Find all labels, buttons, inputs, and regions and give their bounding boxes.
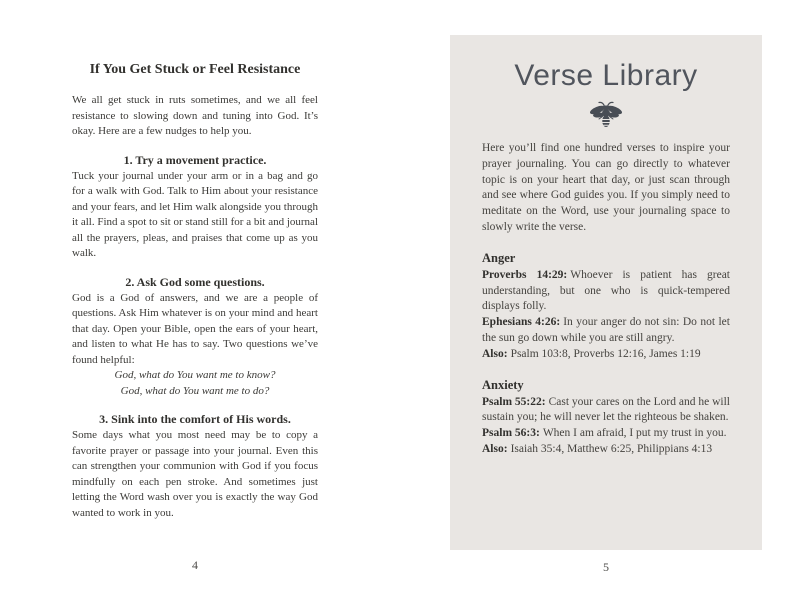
topic-heading: Anxiety (482, 377, 524, 392)
verse-text: Isaiah 35:4, Matthew 6:25, Philippians 4:13 (510, 442, 713, 455)
verse-entry (482, 347, 730, 363)
verse-text: Cast your cares on the Lord and he will sustain you; he will never let the righteous be shaken. (482, 395, 730, 424)
topic-anger (482, 251, 730, 363)
verse-ref: Also: (482, 442, 508, 455)
verse-entry (482, 315, 730, 347)
section-body: God is a God of answers, and we are a people of questions. Ask Him whatever is on your mind and heart that day. Open your Bible, open the ears of your heart, and listen to what He has to say. Two questions we’ve found helpful: (72, 291, 318, 366)
topic-anxiety (482, 378, 730, 458)
right-page-panel (450, 35, 762, 550)
section-heading: 1. Try a movement practice. (123, 152, 267, 167)
verse-text: Psalm 103:8, Proverbs 12:16, James 1:19 (510, 347, 701, 360)
verse-ref: Proverbs 14:29: (482, 268, 568, 281)
topic-heading: Anger (482, 250, 516, 265)
right-intro-paragraph: Here you’ll find one hundred verses to inspire your prayer journaling. You can go directly to whatever topic is on your heart that day, or just scan through and see where God guides you. If you simply need to meditate on the Word, use your journaling space to slowly write the verse. (482, 142, 730, 233)
section-comfort-words (72, 412, 318, 521)
verse-text: In your anger do not sin: Do not let the sun go down while you are still angry. (482, 316, 730, 344)
verse-ref: Psalm 56:3: (482, 427, 540, 440)
left-page-title: If You Get Stuck or Feel Resistance (89, 62, 301, 77)
italic-question-2: God, what do You want me to do? (120, 384, 270, 397)
right-page-content (450, 35, 762, 458)
verse-library-title: Verse Library (514, 59, 698, 92)
verse-text: When I am afraid, I put my trust in you. (542, 427, 727, 440)
section-body: Tuck your journal under your arm or in a bag and go for a walk with God. Talk to Him about your resistance and your fears, and let Him walk alongside you through it all. Find a spot to sit or stand still for a bit and journal all the prayers, pleas, and praises that come up as you walk. (72, 169, 318, 259)
left-page (72, 62, 318, 521)
italic-question-1: God, what do You want me to know? (114, 369, 276, 381)
section-heading: 2. Ask God some questions. (125, 274, 265, 289)
verse-entry (482, 442, 730, 458)
page-number-right: 5 (603, 560, 609, 574)
verse-entry (482, 268, 730, 315)
verse-entry (482, 395, 730, 427)
bee-icon-wrap (482, 101, 730, 129)
section-heading: 3. Sink into the comfort of His words. (99, 412, 291, 426)
section-ask-questions (72, 275, 318, 400)
left-intro-paragraph: We all get stuck in ruts sometimes, and we all feel resistance to slowing down and tuning into God. It’s okay. Here are a few nudges to help you. (72, 94, 318, 137)
verse-ref: Ephesians 4:26: (482, 316, 561, 329)
verse-ref: Also: (482, 347, 508, 360)
verse-entry (482, 426, 730, 442)
bee-icon (588, 101, 624, 129)
verse-text: Whoever is patient has great understanding, but one who is quick-tempered displays folly. (482, 268, 730, 313)
section-movement-practice (72, 153, 318, 262)
verse-ref: Psalm 55:22: (482, 395, 546, 408)
page-number-left: 4 (192, 558, 198, 572)
section-body: Some days what you most need may be to copy a favorite prayer or passage into your journal. Even this can strengthen your communion with God if you focus mindfully on each pen stroke. And sometimes just letting the Word wash over you is exactly the way God wanted to work in you. (72, 429, 318, 519)
